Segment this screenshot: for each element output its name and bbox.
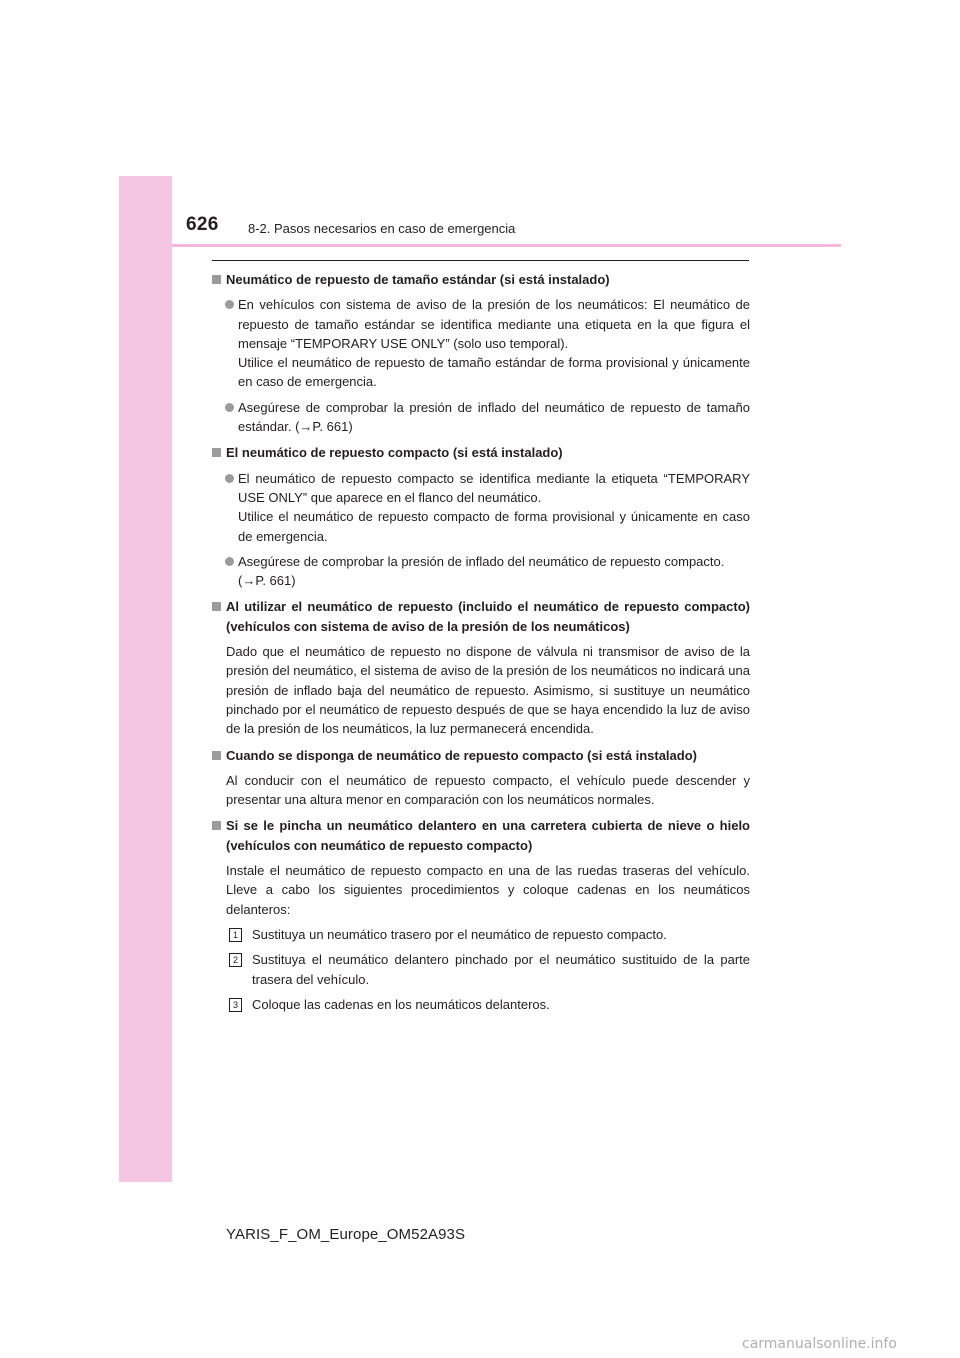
list-item: El neumático de repuesto compacto se identifica mediante la etiqueta “TEMPORARY USE ONLY” que aparece en el flanco del neumático. Utilice el neumático de repuesto compacto de forma provisional y únicamente en caso de emergencia. [212,469,750,546]
watermark: carmanualsonline.info [742,1336,897,1352]
circle-bullet-icon [225,300,234,309]
section-tab-sidebar [119,176,172,1182]
paragraph: Al conducir con el neumático de repuesto compacto, el vehículo puede descender y presentar una altura menor en comparación con los neumáticos normales. [226,772,750,808]
step-number-badge: 3 [229,998,242,1012]
paragraph: Instale el neumático de repuesto compacto en una de las ruedas traseras del vehículo. Lleve a cabo los siguientes procedimientos y coloque cadenas en los neumáticos delanteros: [226,863,750,917]
square-bullet-icon [212,751,221,760]
page-number: 626 [186,214,219,235]
step-number-badge: 1 [229,928,242,942]
document-code: YARIS_F_OM_Europe_OM52A93S [226,1226,466,1243]
content-divider [212,260,749,261]
circle-bullet-icon [225,403,234,412]
list-item: En vehículos con sistema de aviso de la presión de los neumáticos: El neumático de repuesto de tamaño estándar se identifica mediante una etiqueta en la que figura el mensaje “TEMPORARY USE ONLY” (solo uso temporal). Utilice el neumático de repuesto de tamaño estándar de forma provisional y únicamente en caso de emergencia. [212,295,750,391]
step-number-badge: 2 [229,953,242,967]
square-bullet-icon [212,602,221,611]
step-item: 1 Sustituya un neumático trasero por el neumático de repuesto compacto. [212,925,750,944]
paragraph: Dado que el neumático de repuesto no dispone de válvula ni transmisor de aviso de la presión del neumático, el sistema de aviso de la presión de los neumáticos no indicará una presión de inflado baja del neumático de repuesto. Asimismo, si sustituye un neumático pinchado por el neumático de repuesto después de que se haya encendido la luz de aviso de la presión de los neumáticos, la luz permanecerá encendida. [226,644,750,737]
heading-compact-spare: El neumático de repuesto compacto (si está instalado) [212,443,750,462]
step-item: 3 Coloque las cadenas en los neumáticos delanteros. [212,995,750,1014]
square-bullet-icon [212,448,221,457]
page-content [212,263,750,1014]
heading-standard-spare: Neumático de repuesto de tamaño estándar (si está instalado) [212,270,750,289]
heading-using-spare: Al utilizar el neumático de repuesto (incluido el neumático de repuesto compacto) (vehículos con sistema de aviso de la presión de los neumáticos) [212,597,750,636]
list-item: Asegúrese de comprobar la presión de inflado del neumático de repuesto de tamaño estándar. (→P. 661) [212,398,750,437]
step-item: 2 Sustituya el neumático delantero pinchado por el neumático sustituido de la parte trasera del vehículo. [212,950,750,989]
circle-bullet-icon [225,474,234,483]
square-bullet-icon [212,275,221,284]
square-bullet-icon [212,821,221,830]
circle-bullet-icon [225,557,234,566]
section-title: 8-2. Pasos necesarios en caso de emergencia [248,221,516,236]
heading-snow-ice: Si se le pincha un neumático delantero en una carretera cubierta de nieve o hielo (vehículos con neumático de repuesto compacto) [212,816,750,855]
header-rule [172,244,841,247]
list-item: Asegúrese de comprobar la presión de inflado del neumático de repuesto compacto. (→P. 661) [212,552,750,591]
heading-compact-available: Cuando se disponga de neumático de repuesto compacto (si está instalado) [212,746,750,765]
